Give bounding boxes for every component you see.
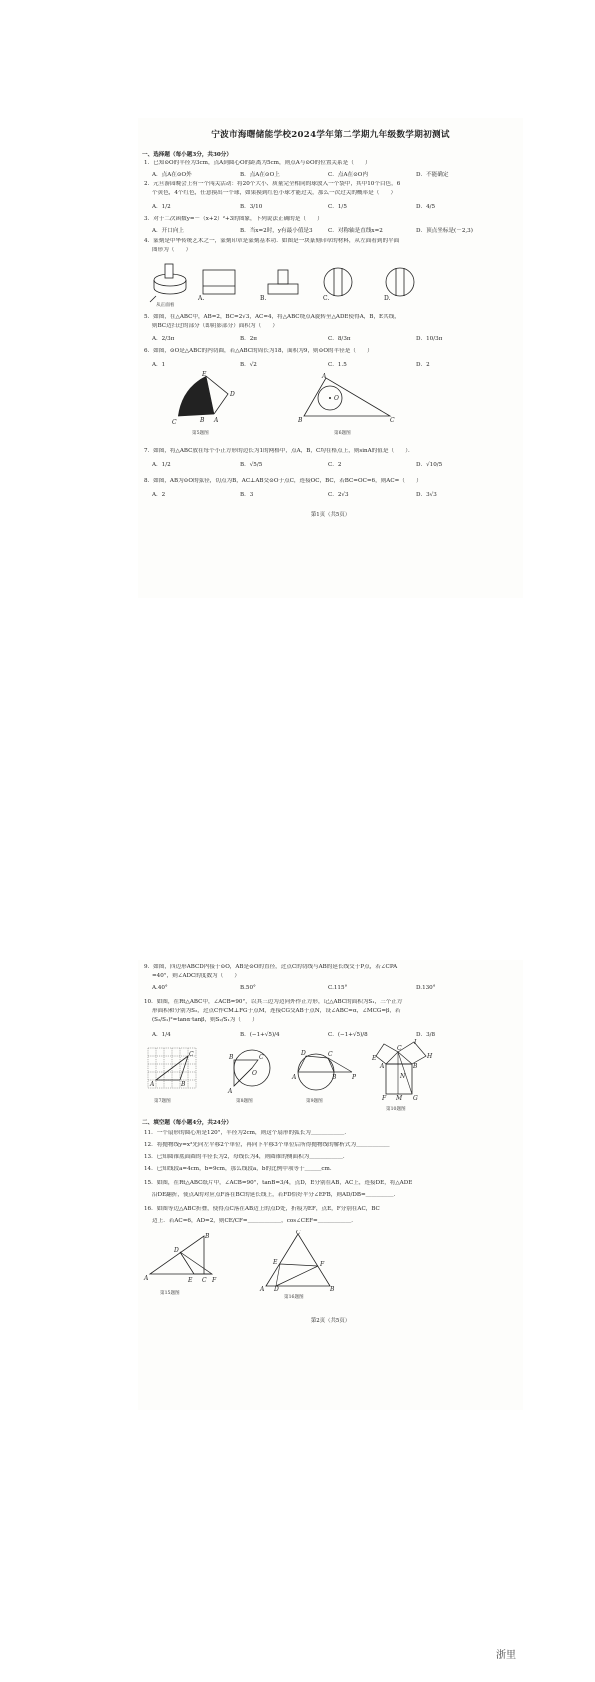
figure-16-caption: 第16题图 xyxy=(284,1295,304,1300)
question-15: 15．如图，在Rt△ABC纸片中，∠ACB=90°，tanB=3/4，点D，E分别在AB，AC上，连接DE，将△ADE xyxy=(144,1180,413,1186)
option-d-shape xyxy=(386,268,414,296)
question-16: 16．如图等边△ABC折叠，使得点C落在AB边上的点D处，折痕为EF，点E，F分别在AC，BC xyxy=(144,1206,380,1212)
question-10-cont: 形面积和分别为S₂，过点C作CM⊥FG于点M，连接CG交AB于点N，设∠ABC=α，∠MCG=β，若 xyxy=(152,1008,401,1014)
svg-text:F: F xyxy=(212,1277,217,1284)
question-12: 12．将抛物线y=x²先向左平移2个单位，再向下平移3个单位后所得抛物线的解析式为＿＿＿＿＿＿ xyxy=(144,1142,390,1148)
page-2-number: 第2页（共5页） xyxy=(310,1318,351,1324)
figure-9-caption: 第9题图 xyxy=(306,1099,323,1104)
svg-text:A: A xyxy=(150,1081,155,1088)
svg-text:E: E xyxy=(273,1259,278,1266)
question-2-cont: 个黄色，4个红色，任意摸出一个球，如果摸到红色小球才能过关，那么一次过关的概率是（ ） xyxy=(152,190,397,196)
figure-10-caption: 第10题图 xyxy=(386,1107,406,1112)
figure-6 xyxy=(298,370,398,428)
question-11: 11．一个扇形的圆心角是120°，半径为2cm，则这个扇形的弧长为＿＿＿＿＿＿． xyxy=(144,1130,350,1136)
seal-drawing xyxy=(150,264,186,302)
svg-text:E: E xyxy=(372,1055,377,1062)
question-16-cont: 边上．若AC=6，AD=2，则CE/CF=＿＿＿＿＿＿，cos∠CEF=＿＿＿＿＿＿． xyxy=(152,1218,357,1224)
question-8: 8．如图，AB为⊙O的弦径，切点为B，AC⊥AB交⊙O于点C，连接OC，BC，若BC=OC=6，则AC=（ ） xyxy=(144,478,422,484)
svg-text:M: M xyxy=(396,1095,403,1102)
svg-text:D: D xyxy=(301,1050,306,1057)
svg-text:B: B xyxy=(298,417,303,424)
svg-text:D: D xyxy=(274,1286,279,1292)
svg-text:E: E xyxy=(202,371,207,378)
question-9: 9．如图，四边形ABCD内接于⊙O，AB是⊙O的直径，过点C的切线与AB的延长线交于P点，若∠CPA xyxy=(144,964,398,970)
svg-text:B: B xyxy=(332,1074,337,1081)
question-6-options: A．1 B．√2 C．1.5 D．2 xyxy=(152,362,430,368)
svg-text:C: C xyxy=(172,419,177,426)
front-view-label: 从正面看 xyxy=(156,303,175,308)
svg-text:A: A xyxy=(214,417,219,424)
svg-text:F: F xyxy=(382,1095,387,1102)
question-4: 4．篆刻是中华传统艺术之一，篆刻印章是篆刻基本功．如图是一块篆刻印章的材料，从左面看到的平面 xyxy=(144,238,400,244)
shaded-region xyxy=(178,376,214,416)
question-7-options: A．1/2 B．√5/5 C．2 D．√10/5 xyxy=(152,462,443,468)
svg-text:C: C xyxy=(397,1045,402,1052)
svg-text:A: A xyxy=(260,1286,265,1292)
question-8-options: A．2 B．3 C．2√3 D．3√3 xyxy=(152,492,437,498)
question-13: 13．已知圆锥底面圆的半径长为2，母线长为4，则圆锥的侧面积为＿＿＿＿＿＿． xyxy=(144,1154,349,1160)
svg-text:C: C xyxy=(328,1051,333,1058)
question-3: 3．对于二次函数y=－（x+2）²+3的图象，下列说法正确的是（ ） xyxy=(144,216,323,222)
svg-text:A: A xyxy=(144,1275,149,1282)
figure-15 xyxy=(142,1232,222,1290)
figure-9 xyxy=(288,1046,358,1096)
svg-text:C: C xyxy=(296,1230,301,1236)
figure-15-caption: 第15题图 xyxy=(160,1291,180,1296)
svg-text:G: G xyxy=(413,1095,418,1102)
svg-text:D: D xyxy=(230,391,235,398)
question-2: 2．元旦游园晚会上有一个闯关活动：将20个大小、质量完全相同的球放入一个袋中，其中10个白色，6 xyxy=(144,181,401,187)
question-14: 14．已知线段a=4cm，b=9cm，那么线段a，b的比例中项等于＿＿＿cm． xyxy=(144,1166,336,1172)
figure-6-caption: 第6题图 xyxy=(334,431,351,436)
svg-text:C.: C. xyxy=(323,295,330,302)
section-2-heading: 二、填空题（每小题4分，共24分） xyxy=(142,1120,232,1126)
svg-text:B: B xyxy=(205,1233,210,1240)
option-a-shape xyxy=(203,270,235,294)
svg-text:A: A xyxy=(292,1074,297,1081)
exam-page-2 xyxy=(138,960,523,1410)
watermark-text: 浙里 xyxy=(496,1650,516,1661)
option-c-shape xyxy=(324,268,352,296)
svg-text:N: N xyxy=(400,1073,406,1080)
page-1-number: 第1页（共5页） xyxy=(310,512,351,518)
svg-text:A: A xyxy=(322,373,327,380)
figure-7 xyxy=(146,1046,198,1096)
svg-text:D.: D. xyxy=(384,295,391,302)
question-3-options: A．开口向上 B．当x=2时，y有最小值是3 C．对称轴是直线x=2 D．顶点坐标是(－2,3) xyxy=(152,228,473,234)
svg-text:O: O xyxy=(252,1070,257,1077)
svg-text:C: C xyxy=(189,1051,194,1058)
svg-text:A.: A. xyxy=(198,295,205,302)
svg-text:I: I xyxy=(414,1039,417,1046)
svg-text:B: B xyxy=(413,1063,418,1070)
svg-text:A: A xyxy=(228,1088,233,1095)
figure-16 xyxy=(258,1230,338,1292)
svg-text:C: C xyxy=(202,1277,207,1284)
svg-text:C: C xyxy=(390,417,395,424)
question-6: 6．如图，⊙O是△ABC的内切圆，若△ABC的周长为18，面积为9，则⊙O的半径是（ ） xyxy=(144,348,373,354)
svg-text:B: B xyxy=(200,417,205,424)
question-5: 5．如图，在△ABC中，AB=2，BC=2√3，AC=4，将△ABC绕点A旋转至△ADE使得A，B，E共线， xyxy=(144,314,400,320)
svg-text:H: H xyxy=(427,1053,433,1060)
figure-10 xyxy=(370,1038,440,1104)
question-7: 7．如图，将△ABC放在每个小正方形的边长为1的网格中，点A，B，C均在格点上，则sinA的值是（ ）． xyxy=(144,448,414,454)
svg-text:B: B xyxy=(181,1081,186,1088)
exam-title: 宁波市海曙储能学校2024学年第二学期九年级数学期初测试 xyxy=(211,130,450,140)
svg-text:B.: B. xyxy=(260,295,267,302)
question-5-cont: 则BC边扫过的部分（即阴影部分）面积为（ ） xyxy=(152,323,278,329)
option-b-shape xyxy=(268,270,298,294)
question-9-options: A.40° B.50° C.115° D.130° xyxy=(152,985,436,991)
question-10-cont2: (S₂/S₁)²=tanα·tanβ，则S₂/S₁为（ ） xyxy=(152,1017,258,1023)
question-15-cont: 沿DE翻折，使点A的对应点F落在BC的延长线上，若FD恰好平分∠EFB，则AD/DB=＿＿＿＿＿． xyxy=(152,1192,400,1198)
section-1-heading: 一、选择题（每小题3分，共30分） xyxy=(142,152,232,158)
svg-text:B: B xyxy=(330,1286,335,1292)
svg-text:C: C xyxy=(259,1054,264,1061)
question-10-options: A．1/4 B．(−1+√5)/4 C．(−1+√5)/8 D．3/8 xyxy=(152,1032,436,1038)
question-4-figure xyxy=(148,258,518,308)
svg-text:E: E xyxy=(188,1277,193,1284)
question-1-options: A．点A在⊙O外 B．点A在⊙O上 C．点A在⊙O内 D．不能确定 xyxy=(152,172,449,178)
figure-5 xyxy=(168,370,248,428)
question-5-options: A．2/3π B．2π C．8/3π D．10/3π xyxy=(152,336,443,342)
figure-8-caption: 第8题图 xyxy=(236,1099,253,1104)
question-4-cont: 图形为（ ） xyxy=(152,247,192,253)
svg-text:O: O xyxy=(334,395,339,402)
svg-text:P: P xyxy=(352,1074,357,1081)
figure-5-caption: 第5题图 xyxy=(192,431,209,436)
figure-8 xyxy=(226,1046,276,1096)
question-9-cont: =40°，则∠ADC的度数为（ ） xyxy=(152,973,241,979)
svg-text:B: B xyxy=(229,1054,234,1061)
figure-7-caption: 第7题图 xyxy=(154,1099,171,1104)
exam-page-1 xyxy=(138,118,523,598)
question-10: 10．如图，在Rt△ABC中，∠ACB=90°，以其三边为边向外作正方形，记△ABC的面积为S₁，三个正方 xyxy=(144,999,403,1005)
svg-text:F: F xyxy=(320,1261,325,1268)
svg-text:D: D xyxy=(174,1247,179,1254)
question-1: 1．已知⊙O的半径为3cm，点A到圆心O的距离为5cm，则点A与⊙O的位置关系是（ ） xyxy=(144,160,371,166)
question-2-options: A．1/2 B．3/10 C．1/5 D．4/5 xyxy=(152,204,436,210)
svg-text:A: A xyxy=(380,1063,385,1070)
